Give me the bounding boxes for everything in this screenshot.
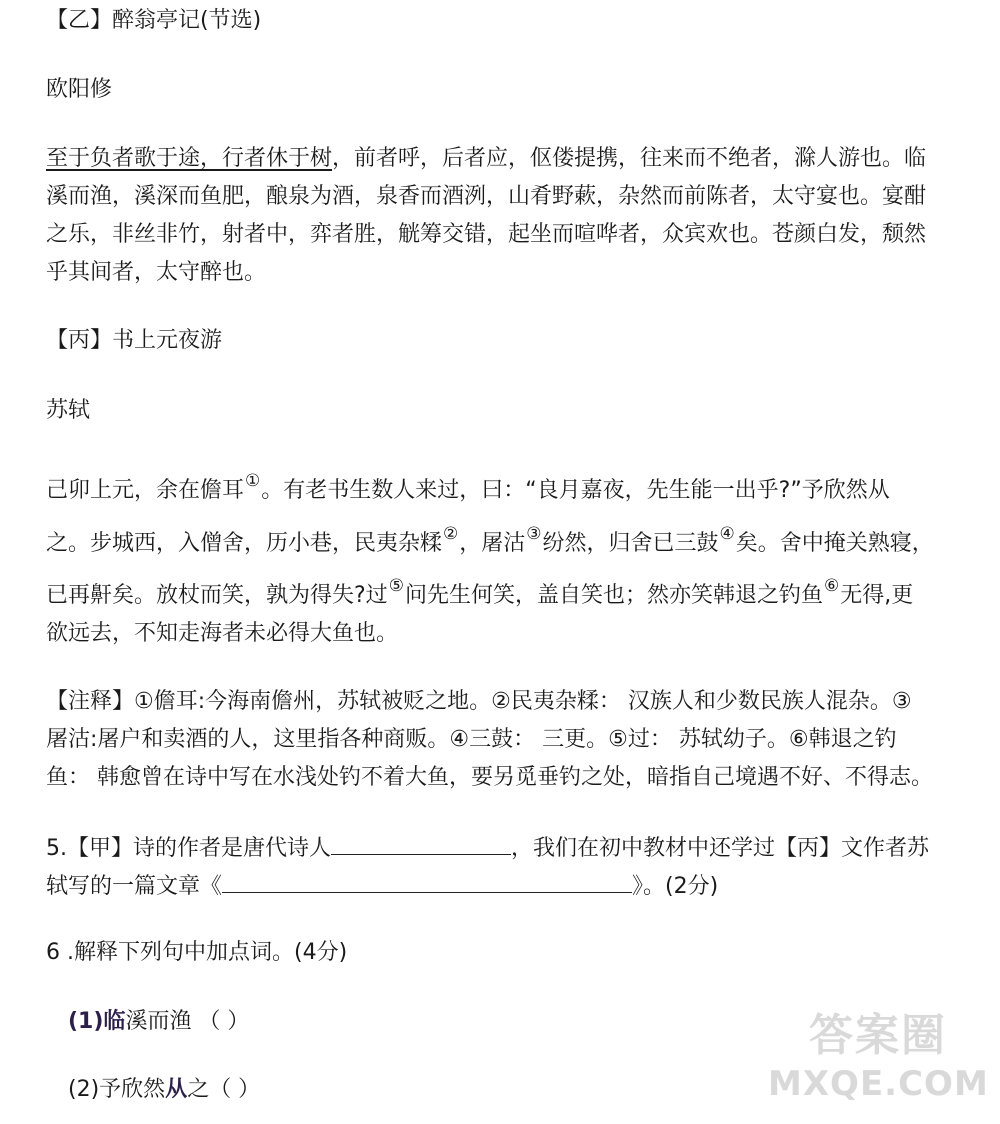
question-5-text: 》。(2分) bbox=[632, 874, 719, 899]
answer-blank-article-title[interactable] bbox=[222, 872, 632, 893]
passage-bing-text: 无得,更 bbox=[840, 583, 914, 608]
passage-yi-line-1 bbox=[46, 146, 926, 172]
passage-bing-text: 。有老书生数人来过，曰：“良月嘉夜，先生能一出乎?”予欣然从 bbox=[261, 478, 890, 503]
passage-yi-author: 欧阳修 bbox=[46, 77, 113, 102]
footnote-marker-6: ⑥ bbox=[823, 576, 840, 596]
dotted-word-2: 从 bbox=[165, 1077, 188, 1102]
passage-yi-line-2: 溪而渔，溪深而鱼肥，酿泉为酒，泉香而酒洌，山肴野蔌，杂然而前陈者，太守宴也。宴酣 bbox=[46, 184, 927, 209]
passage-yi-line-1-rest: ，前者呼，后者应，伛偻提携，往来而不绝者，滁人游也。临 bbox=[332, 146, 927, 171]
footnote-marker-4: ④ bbox=[719, 524, 735, 544]
passage-bing-text: ，屠沽 bbox=[459, 531, 526, 556]
question-6-item-2 bbox=[68, 1077, 260, 1103]
passage-bing-line-4: 欲远去，不知走海者未必得大鱼也。 bbox=[46, 621, 399, 646]
passage-bing-text: 之。步城西，入僧舍，历小巷，民夷杂糅 bbox=[46, 531, 443, 556]
question-6-prompt: 6 .解释下列句中加点词。(4分) bbox=[46, 940, 348, 965]
passage-bing-author: 苏轼 bbox=[46, 398, 91, 423]
notes-line-3: 鱼： 韩愈曾在诗中写在水浅处钓不着大鱼，要另觅垂钓之处，暗指自己境遇不好、不得志。 bbox=[46, 765, 933, 790]
passage-bing-line-3 bbox=[46, 576, 914, 610]
footnote-marker-3: ③ bbox=[526, 524, 542, 544]
passage-bing-text: 已再鼾矣。放杖而笑，孰为得失?过 bbox=[46, 583, 388, 608]
question-5-line-2 bbox=[46, 872, 718, 900]
answer-blank-poet[interactable] bbox=[331, 834, 511, 855]
passage-bing-text: 问先生何笑，盖自笑也；然亦笑韩退之钓鱼 bbox=[404, 583, 823, 608]
watermark-logo: 答案圈 bbox=[809, 1010, 947, 1061]
passage-bing-heading: 【丙】书上元夜游 bbox=[46, 328, 223, 353]
item-2-text: (2)予欣然 bbox=[68, 1077, 166, 1102]
passage-yi-line-4: 乎其间者，太守醉也。 bbox=[46, 260, 267, 285]
item-1-number: (1) bbox=[68, 1009, 104, 1034]
question-5-text: 5.【甲】诗的作者是唐代诗人 bbox=[46, 836, 331, 861]
question-6-item-1 bbox=[68, 1009, 249, 1035]
watermark bbox=[768, 1008, 988, 1118]
question-5-text: ，我们在初中教材中还学过【丙】文作者苏 bbox=[511, 836, 930, 861]
passage-bing-text: 纷然，归舍已三鼓 bbox=[542, 531, 719, 556]
passage-yi-heading: 【乙】醉翁亭记(节选) bbox=[46, 8, 262, 33]
footnote-marker-1: ① bbox=[245, 471, 261, 491]
passage-bing-text: 矣。舍中掩关熟寝， bbox=[735, 531, 934, 556]
item-1-text: 溪而渔 （ ） bbox=[125, 1009, 250, 1034]
notes-line-1: 【注释】①儋耳:今海南儋州，苏轼被贬之地。②民夷杂糅： 汉族人和少数民族人混杂。③ bbox=[46, 689, 912, 714]
underlined-sentence: 至于负者歌于途，行者休于树 bbox=[46, 146, 333, 171]
notes-line-2: 屠沽:屠户和卖酒的人，这里指各种商贩。④三鼓： 三更。⑤过： 苏轼幼子。⑥韩退之钓 bbox=[46, 727, 897, 752]
dotted-word-1: 临 bbox=[103, 1009, 126, 1034]
passage-bing-line-2 bbox=[46, 524, 934, 558]
passage-bing-line-1 bbox=[46, 471, 890, 505]
question-5-line-1 bbox=[46, 834, 929, 862]
footnote-marker-5: ⑤ bbox=[388, 576, 404, 596]
question-5-text: 轼写的一篇文章《 bbox=[46, 874, 223, 899]
footnote-marker-2: ② bbox=[443, 524, 459, 544]
item-2-rest: 之（ ） bbox=[187, 1077, 261, 1102]
passage-yi-line-3: 之乐，非丝非竹，射者中，弈者胜，觥筹交错，起坐而喧哗者，众宾欢也。苍颜白发，颓然 bbox=[46, 222, 927, 247]
passage-bing-text: 己卯上元，余在儋耳 bbox=[46, 478, 245, 503]
watermark-url: MXQE.COM bbox=[768, 1064, 989, 1104]
